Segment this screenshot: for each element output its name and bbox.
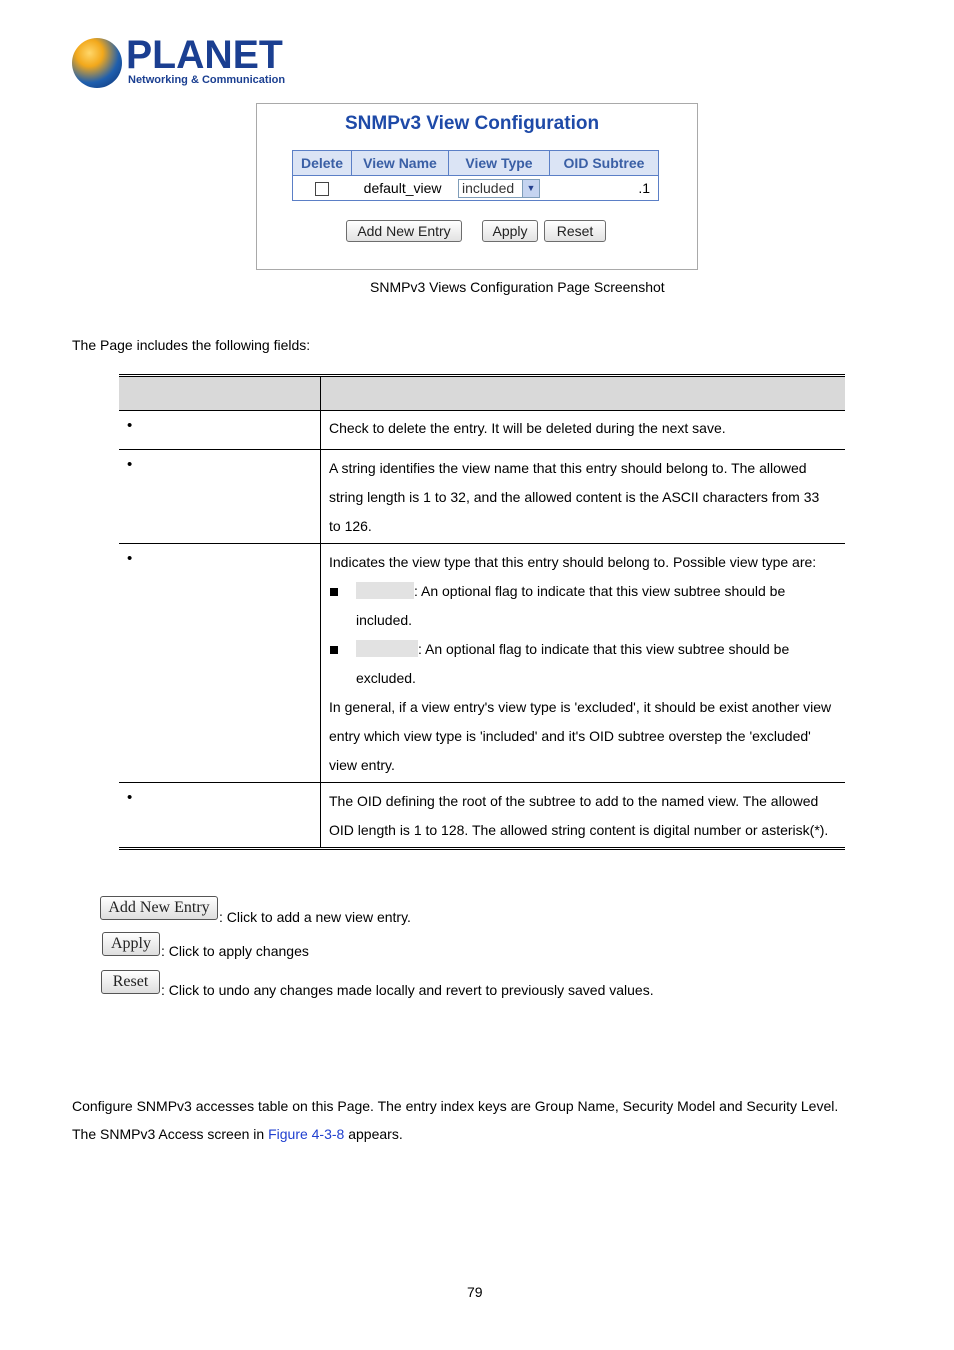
square-bullet-icon [330,646,338,654]
redacted-term [356,640,418,657]
desc-line: view entry. [329,757,395,773]
fields-table [119,374,845,850]
figure-caption: SNMPv3 Views Configuration Page Screenshot [370,279,665,295]
desc-line: excluded. [356,670,416,686]
desc-line: A string identifies the view name that this entry should belong to. The allowed [329,460,807,476]
page-number: 79 [467,1284,483,1300]
table-row [119,783,845,849]
desc-line: included. [356,612,413,628]
apply-help: : Click to apply changes [161,943,309,959]
desc-line: Check to delete the entry. It will be deleted during the next save. [329,420,726,436]
header-description [321,376,846,411]
desc-line: : An optional flag to indicate that this view subtree should be [418,641,790,657]
planet-logo [72,33,286,92]
table-row [119,544,845,783]
field-bullet: • [119,411,321,450]
delete-cell [293,176,352,201]
view-type-select[interactable] [458,179,540,198]
apply-button-sample[interactable]: Apply [102,932,160,956]
header-view-type: View Type [449,151,550,176]
view-type-cell [449,176,550,201]
desc-line: entry which view type is 'included' and it's OID subtree overstep the 'excluded' [329,728,811,744]
reset-help: : Click to undo any changes made locally and revert to previously saved values. [161,982,654,998]
header-object [119,376,321,411]
add-new-entry-button[interactable]: Add New Entry [346,220,462,242]
logo-tagline: Networking & Communication [128,74,286,86]
redacted-term [356,582,414,599]
access-text: The SNMPv3 Access screen in [72,1126,269,1142]
header-oid-subtree: OID Subtree [550,151,659,176]
field-description [321,544,846,783]
field-bullet: • [119,544,321,783]
add-new-entry-help: : Click to add a new view entry. [219,909,411,925]
reset-button[interactable]: Reset [544,220,606,242]
intro-text: The Page includes the following fields: [72,337,311,353]
header-view-name: View Name [352,151,449,176]
desc-line: Indicates the view type that this entry should belong to. Possible view type are: [329,554,817,570]
chevron-down-icon: ▼ [522,180,539,197]
view-type-selected: included [462,180,515,196]
field-description [321,411,846,450]
desc-line: string length is 1 to 32, and the allowed content is the ASCII characters from 33 [329,489,820,505]
access-paragraph-line2 [72,1126,403,1142]
sub-item-excluded [329,635,839,664]
sub-item-included [329,577,839,606]
access-paragraph-line1: Configure SNMPv3 accesses table on this Page. The entry index keys are Group Name, Security Model and Security Level. [72,1098,839,1114]
desc-line: The OID defining the root of the subtree to add to the named view. The allowed [329,793,819,809]
figure-link[interactable]: Figure 4-3-8 [268,1126,345,1142]
panel-title: SNMPv3 View Configuration [345,113,600,134]
field-description [321,450,846,544]
desc-line: OID length is 1 to 128. The allowed string content is digital number or asterisk(*). [329,822,829,838]
delete-checkbox[interactable] [315,182,329,196]
desc-line: : An optional flag to indicate that this view subtree should be [414,583,786,599]
field-bullet: • [119,783,321,849]
view-config-table [292,150,659,201]
view-name-value: default_view [352,176,449,201]
desc-line: to 126. [329,518,372,534]
oid-subtree-value: .1 [550,176,659,201]
table-row [119,450,845,544]
apply-button[interactable]: Apply [482,220,538,242]
reset-button-sample[interactable]: Reset [101,970,160,994]
globe-icon [72,38,122,88]
field-description [321,783,846,849]
add-new-entry-button-sample[interactable]: Add New Entry [100,896,218,920]
field-bullet: • [119,450,321,544]
snmpv3-view-config-screenshot [256,103,698,270]
table-row [119,411,845,450]
access-text: appears. [344,1126,403,1142]
logo-wordmark: PLANET [126,33,283,77]
desc-line: In general, if a view entry's view type is 'excluded', it should be exist another view [329,699,832,715]
square-bullet-icon [330,588,338,596]
header-delete: Delete [293,151,352,176]
